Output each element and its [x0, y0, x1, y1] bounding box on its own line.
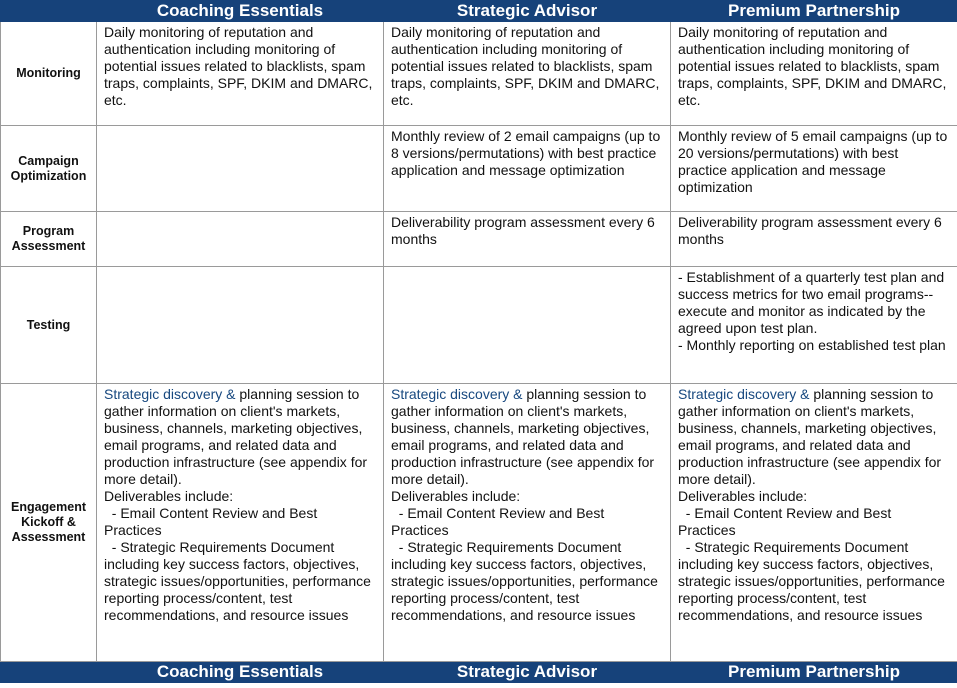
row-label-line: Campaign — [18, 153, 79, 168]
row-program-assessment — [1, 212, 957, 267]
cell-coaching-essentials — [97, 22, 384, 126]
row-label-line: Engagement — [10, 500, 86, 514]
cell-paragraph: - Email Content Review and Best Practices — [678, 505, 896, 538]
emphasis-text: Strategic discovery & — [104, 386, 236, 402]
row-label-line: Program — [22, 224, 75, 238]
cell-coaching-essentials — [97, 384, 384, 662]
cell-paragraph: - Establishment of a quarterly test plan and success metrics for two email programs--execute and monitor as indicated by the agreed upon test plan. — [678, 269, 945, 336]
cell-paragraph: - Email Content Review and Best Practices — [391, 505, 609, 538]
header-row-top — [1, 1, 957, 22]
cell-paragraph: Strategic discovery & planning session to gather information on client's markets, business, channels, marketing objectives, email programs, and related data and production infrastructure (see appendix for more detail). — [678, 386, 942, 487]
cell-paragraph: Deliverables include: — [104, 488, 234, 504]
cell-premium-partnership — [671, 22, 957, 126]
cell-coaching-essentials — [97, 267, 384, 384]
cell-coaching-essentials — [97, 126, 384, 212]
row-campaign-optimization — [1, 126, 957, 212]
cell-paragraph: - Monthly reporting on established test plan — [678, 337, 946, 353]
cell-paragraph: Strategic discovery & planning session to gather information on client's markets, business, channels, marketing objectives, email programs, and related data and production infrastructure (see appendix for more detail). — [391, 386, 655, 487]
cell-paragraph: Strategic discovery & planning session to gather information on client's markets, business, channels, marketing objectives, email programs, and related data and production infrastructure (see appendix for more detail). — [104, 386, 368, 487]
cell-paragraph: - Strategic Requirements Document including key success factors, objectives, strategic issues/opportunities, performance reporting process/content, test recommendations, and resource issues — [391, 539, 662, 623]
header-row-bottom — [1, 662, 957, 683]
header-coaching-essentials: Coaching Essentials — [97, 1, 384, 22]
cell-paragraph: Deliverability program assessment every 6 months — [391, 214, 655, 247]
cell-paragraph: Deliverables include: — [678, 488, 808, 504]
header-strategic-advisor: Strategic Advisor — [384, 1, 671, 22]
row-label — [1, 267, 97, 384]
row-label-line: Optimization — [10, 168, 87, 183]
footer-corner — [1, 662, 97, 683]
cell-premium-partnership — [671, 126, 957, 212]
row-label — [1, 212, 97, 267]
cell-strategic-advisor — [384, 22, 671, 126]
header-premium-partnership: Premium Partnership — [671, 1, 957, 22]
cell-paragraph: Deliverables include: — [391, 488, 521, 504]
row-label-line: Assessment — [11, 239, 86, 253]
cell-paragraph: Deliverability program assessment every 6 months — [678, 214, 942, 247]
cell-paragraph: Daily monitoring of reputation and authentication including monitoring of potential issues related to blacklists, spam traps, complaints, SPF, DKIM and DMARC, etc. — [678, 24, 947, 108]
cell-strategic-advisor — [384, 384, 671, 662]
header-corner — [1, 1, 97, 22]
emphasis-text: Strategic discovery & — [391, 386, 523, 402]
cell-paragraph: - Email Content Review and Best Practices — [104, 505, 322, 538]
cell-paragraph: Monthly review of 2 email campaigns (up to 8 versions/permutations) with best practice application and message optimization — [391, 128, 661, 178]
cell-strategic-advisor — [384, 212, 671, 267]
footer-premium-partnership: Premium Partnership — [671, 662, 957, 683]
row-label-line: Assessment — [11, 530, 86, 544]
cell-paragraph: - Strategic Requirements Document including key success factors, objectives, strategic issues/opportunities, performance reporting process/content, test recommendations, and resource issues — [104, 539, 375, 623]
cell-strategic-advisor — [384, 126, 671, 212]
row-engagement-kickoff — [1, 384, 957, 662]
cell-paragraph: - Strategic Requirements Document including key success factors, objectives, strategic issues/opportunities, performance reporting process/content, test recommendations, and resource issues — [678, 539, 949, 623]
cell-paragraph: Daily monitoring of reputation and authentication including monitoring of potential issues related to blacklists, spam traps, complaints, SPF, DKIM and DMARC, etc. — [391, 24, 660, 108]
cell-premium-partnership — [671, 212, 957, 267]
row-label — [1, 126, 97, 212]
cell-strategic-advisor — [384, 267, 671, 384]
row-label-line: Monitoring — [16, 66, 81, 80]
cell-premium-partnership — [671, 384, 957, 662]
cell-coaching-essentials — [97, 212, 384, 267]
footer-coaching-essentials: Coaching Essentials — [97, 662, 384, 683]
cell-premium-partnership — [671, 267, 957, 384]
row-label-line: Kickoff & — [21, 515, 76, 529]
row-label — [1, 384, 97, 662]
cell-paragraph: Monthly review of 5 email campaigns (up to 20 versions/permutations) with best practice application and message optimization — [678, 128, 948, 195]
row-monitoring — [1, 22, 957, 126]
row-label — [1, 22, 97, 126]
cell-paragraph: Daily monitoring of reputation and authentication including monitoring of potential issues related to blacklists, spam traps, complaints, SPF, DKIM and DMARC, etc. — [104, 24, 373, 108]
footer-strategic-advisor: Strategic Advisor — [384, 662, 671, 683]
row-testing — [1, 267, 957, 384]
row-label-line: Testing — [26, 317, 71, 332]
emphasis-text: Strategic discovery & — [678, 386, 810, 402]
